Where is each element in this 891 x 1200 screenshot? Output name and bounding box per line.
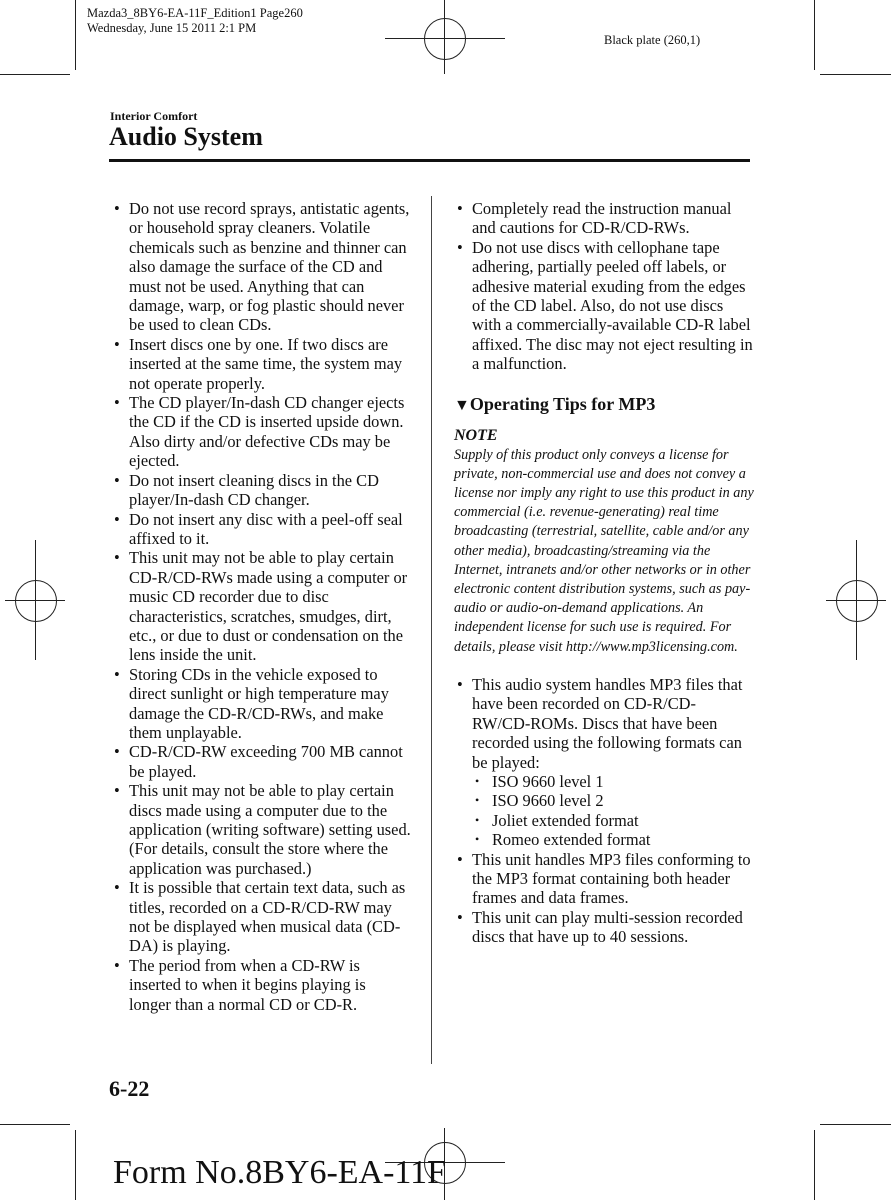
print-job-info: [87, 6, 303, 36]
right-column: [454, 199, 754, 947]
plate-label: Black plate (260,1): [604, 33, 701, 47]
list-item: • The period from when a CD-RW is inserted to when it begins playing is longer than a normal CD or CD-R.: [111, 956, 411, 1014]
list-item: • This unit handles MP3 files conforming to the MP3 format containing both header frames and data frames.: [454, 850, 754, 908]
format-item: • ISO 9660 level 2: [472, 791, 754, 810]
list-item: • Completely read the instruction manual and cautions for CD-R/CD-RWs.: [454, 199, 754, 238]
note-label: NOTE: [454, 426, 498, 444]
note-text: Supply of this product only conveys a license for private, non-commercial use and does not convey a license nor imply any right to use this product in any commercial (i.e. revenue-generating) real time broadcasting (terrestrial, satellite, cable and/or any other media), broadcasting/streaming via the Internet, intranets and/or other networks or in other electronic content distribution systems, such as pay-audio or audio-on-demand applications. An independent license for such use is required. For details, please visit http://www.mp3licensing.com.: [454, 446, 754, 655]
page-number: 6-22: [109, 1076, 150, 1101]
list-item: • Do not insert any disc with a peel-off seal affixed to it.: [111, 510, 411, 549]
section-heading: [454, 393, 754, 417]
format-sublist: [472, 772, 754, 850]
list-item: • Do not insert cleaning discs in the CD player/In-dash CD changer.: [111, 471, 411, 510]
format-item: • Romeo extended format: [472, 830, 754, 849]
list-item: • This unit may not be able to play certain CD-R/CD-RWs made using a computer or music CD recorder due to disc characteristics, scratches, smudges, dirt, etc., or due to dust or condensation on the lens inside the unit.: [111, 548, 411, 664]
list-item: • This unit can play multi-session recorded discs that have up to 40 sessions.: [454, 908, 754, 947]
page-title: Audio System: [109, 122, 263, 151]
title-rule: [109, 159, 750, 162]
list-item: • CD-R/CD-RW exceeding 700 MB cannot be played.: [111, 742, 411, 781]
list-item: • This unit may not be able to play certain discs made using a computer due to the application (writing software) setting used. (For details, consult the store where the application was purchased.): [111, 781, 411, 878]
form-number: Form No.8BY6-EA-11F: [113, 1154, 447, 1191]
section-label: Interior Comfort: [110, 109, 198, 123]
section-heading-text: Operating Tips for MP3: [469, 393, 656, 414]
list-item: • It is possible that certain text data, such as titles, recorded on a CD-R/CD-RW may not be displayed when musical data (CD-DA) is playing.: [111, 878, 411, 956]
list-item: • Storing CDs in the vehicle exposed to direct sunlight or high temperature may damage the CD-R/CD-RWs, and make them unplayable.: [111, 665, 411, 743]
triangle-down-icon: ▼: [454, 396, 470, 414]
list-item: • Do not use record sprays, antistatic agents, or household spray cleaners. Volatile chemicals such as benzine and thinner can also damage the surface of the CD and must not be used. Anything that can damage, warp, or fog plastic should never be used to clean CDs.: [111, 199, 411, 335]
print-job-line-1: Mazda3_8BY6-EA-11F_Edition1 Page260: [87, 6, 303, 20]
format-item: • Joliet extended format: [472, 811, 754, 830]
left-column: [111, 199, 411, 1014]
list-item: • Do not use discs with cellophane tape adhering, partially peeled off labels, or adhesive material exuding from the edges of the CD label. Also, do not use discs with a commercially-available CD-R label affixed. The disc may not eject resulting in a malfunction.: [454, 238, 754, 374]
list-item: • Insert discs one by one. If two discs are inserted at the same time, the system may not operate properly.: [111, 335, 411, 393]
list-item: • The CD player/In-dash CD changer ejects the CD if the CD is inserted upside down. Also dirty and/or defective CDs may be ejected.: [111, 393, 411, 471]
column-divider: [431, 196, 432, 1064]
left-bullet-list: [111, 199, 411, 1014]
mp3-intro-text: • This audio system handles MP3 files that have been recorded on CD-R/CD-RW/CD-ROMs. Discs that have been recorded using the following formats can be played:: [472, 674, 743, 772]
format-item: • ISO 9660 level 1: [472, 772, 754, 791]
right-bullet-list-top: [454, 199, 754, 374]
right-bullet-list-bottom: [454, 675, 754, 947]
list-item: [454, 675, 754, 850]
print-job-line-2: Wednesday, June 15 2011 2:1 PM: [87, 21, 257, 35]
